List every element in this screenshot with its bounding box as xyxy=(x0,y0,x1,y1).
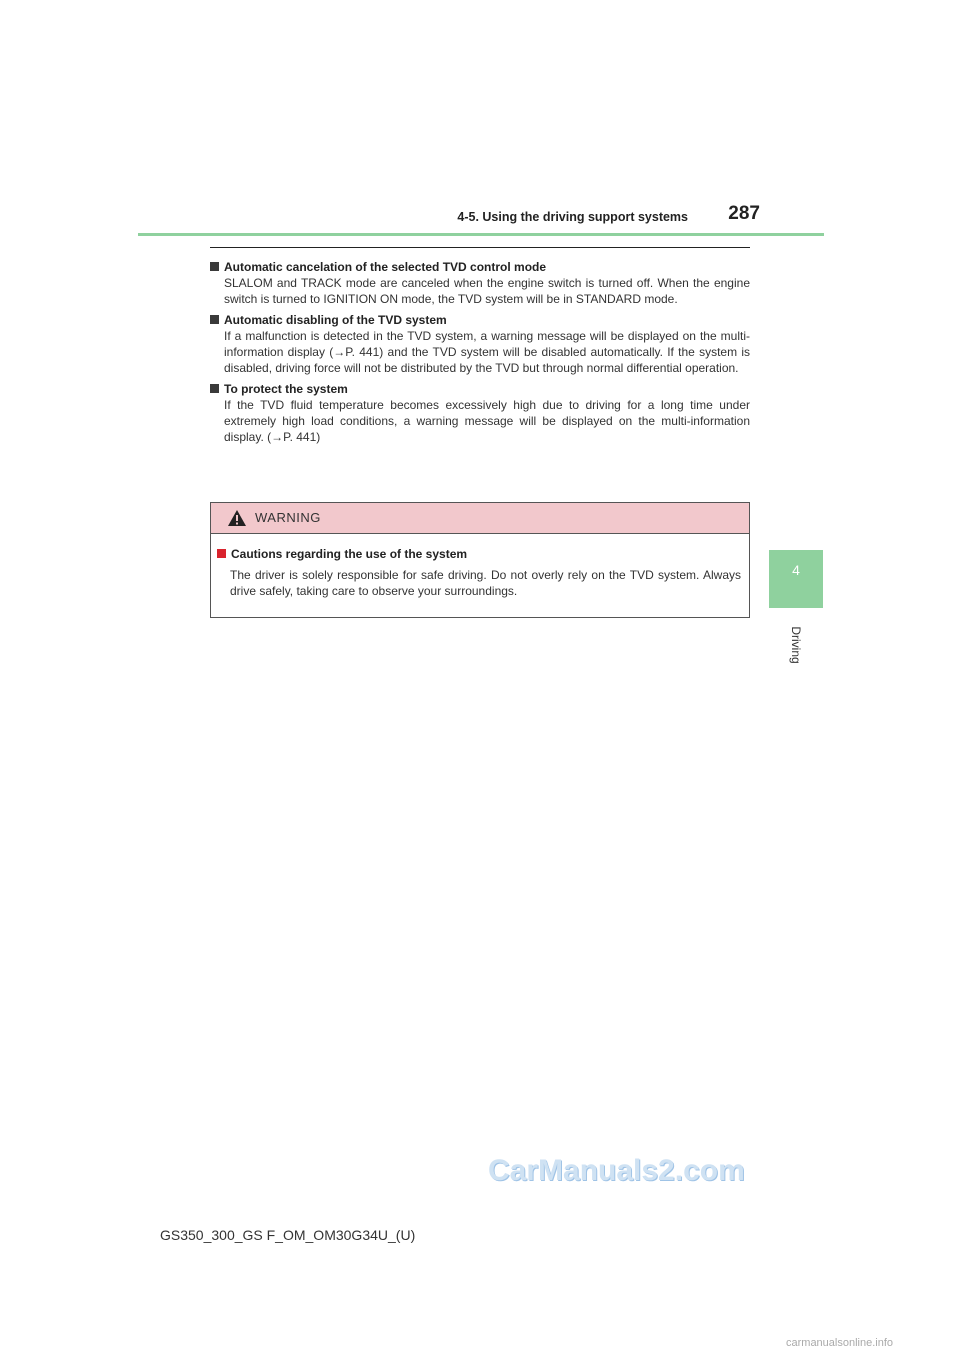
item-heading: To protect the system xyxy=(224,382,348,396)
square-bullet-icon xyxy=(210,384,219,393)
content-rule xyxy=(210,247,750,248)
chapter-number: 4 xyxy=(792,562,800,578)
item-heading: Automatic disabling of the TVD system xyxy=(224,313,447,327)
item-automatic-disabling xyxy=(210,312,750,376)
red-square-bullet-icon xyxy=(217,549,226,558)
footer-doc-id: GS350_300_GS F_OM_OM30G34U_(U) xyxy=(160,1227,416,1243)
item-automatic-cancelation xyxy=(210,259,750,307)
chapter-tab xyxy=(769,550,823,608)
item-protect-system xyxy=(210,381,750,445)
warning-body: The driver is solely responsible for safe driving. Do not overly rely on the TVD system. Always drive safely, taking care to observe your surroundings. xyxy=(230,568,741,598)
warning-title: WARNING xyxy=(255,510,321,525)
header-rule xyxy=(138,233,824,236)
content-section xyxy=(210,259,750,450)
square-bullet-icon xyxy=(210,315,219,324)
warning-header xyxy=(211,503,749,534)
section-title: 4-5. Using the driving support systems xyxy=(457,210,688,224)
watermark-bottom: carmanualsonline.info xyxy=(786,1337,894,1349)
page-number: 287 xyxy=(728,203,760,224)
warning-heading: Cautions regarding the use of the system xyxy=(231,547,468,561)
watermark-logo: CarManuals2.com xyxy=(488,1154,745,1187)
square-bullet-icon xyxy=(210,262,219,271)
chapter-label: Driving xyxy=(789,626,803,664)
warning-triangle-icon xyxy=(227,509,247,527)
item-body: SLALOM and TRACK mode are canceled when the engine switch is turned off. When the engine switch is turned to IGNITION ON mode, the TVD system will be in STANDARD mode. xyxy=(224,276,750,306)
item-body: If a malfunction is detected in the TVD system, a warning message will be displayed on the multi-information display (→P. 441) and the TVD system will be disabled automatically. If the system is disabled, driving force will not be distributed by the TVD but through normal differential operation. xyxy=(224,329,750,375)
warning-box xyxy=(210,502,750,618)
warning-content xyxy=(211,534,749,599)
item-body: If the TVD fluid temperature becomes excessively high due to driving for a long time under extremely high load conditions, a warning message will be displayed on the multi-information display. (→P. 441) xyxy=(224,398,750,444)
item-heading: Automatic cancelation of the selected TVD control mode xyxy=(224,260,547,274)
